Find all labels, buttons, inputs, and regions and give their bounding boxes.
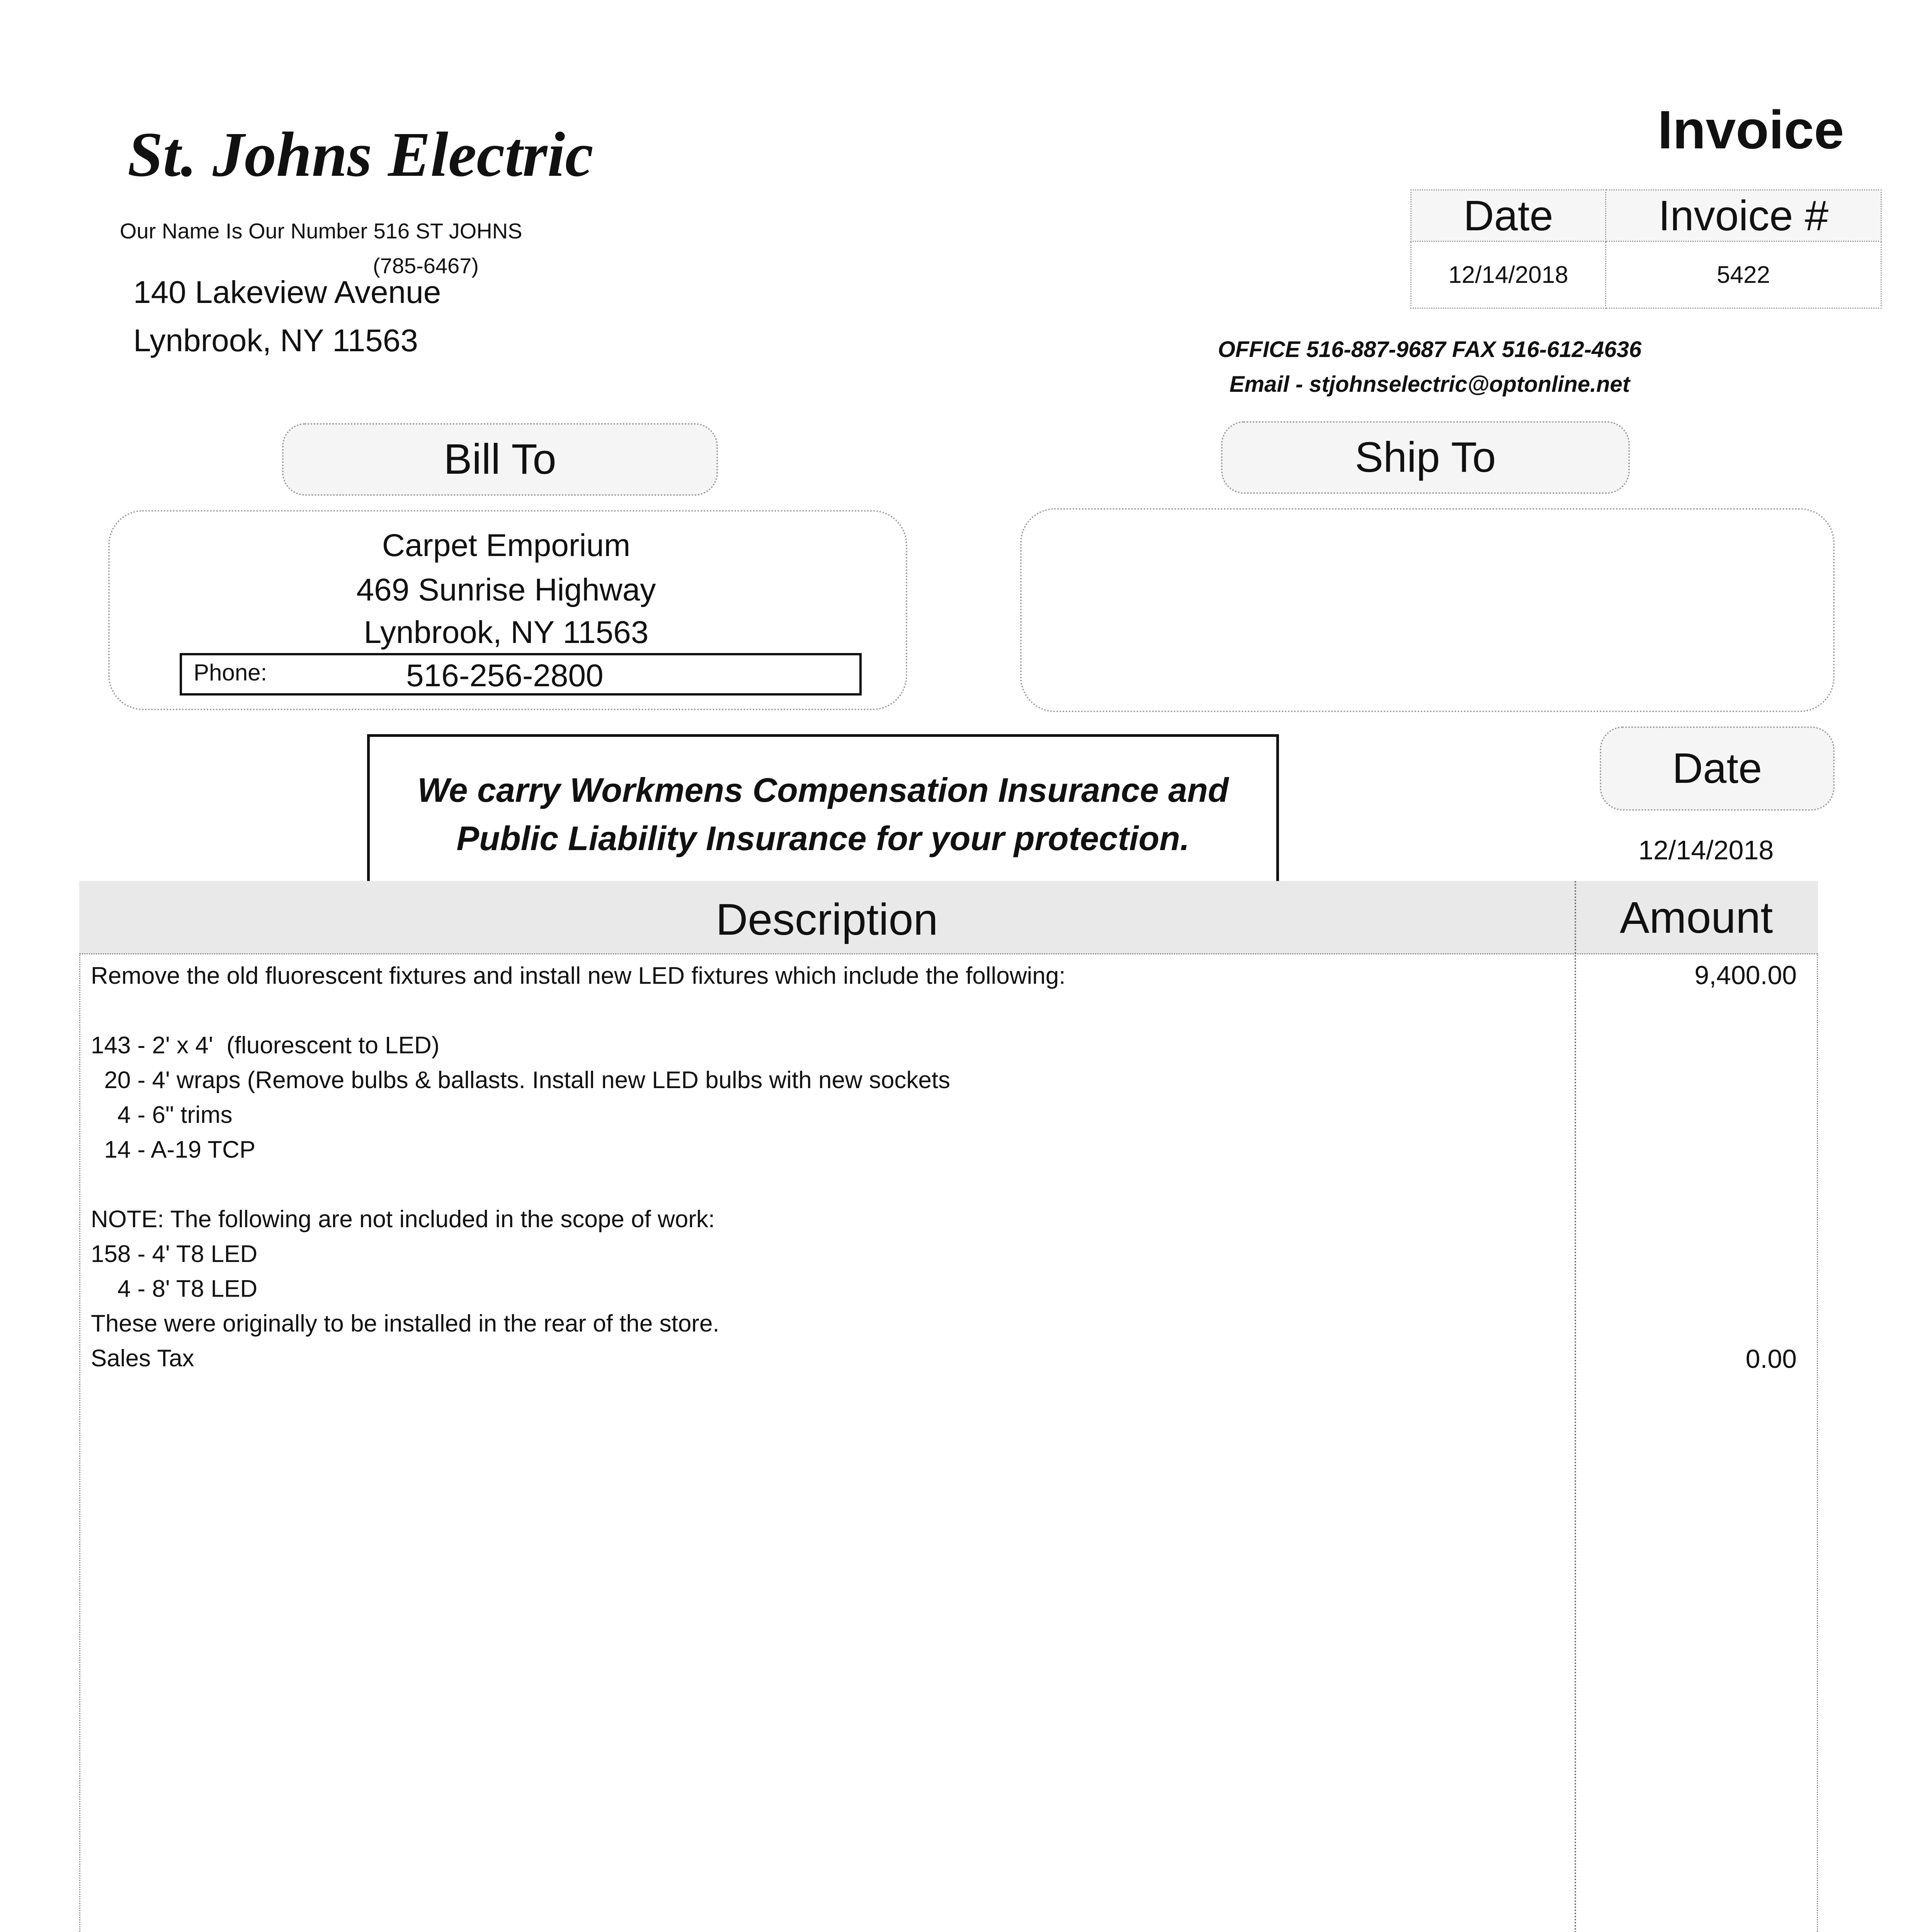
line-item: 14 - A-19 TCP bbox=[91, 1136, 256, 1163]
office-phone-fax: OFFICE 516-887-9687 FAX 516-612-4636 bbox=[1218, 337, 1642, 362]
column-divider bbox=[1575, 881, 1576, 1932]
amount-header: Amount bbox=[1619, 893, 1773, 942]
insurance-notice bbox=[367, 734, 1279, 881]
insurance-line-2: Public Liability Insurance for your protection. bbox=[456, 819, 1190, 857]
date-value: 12/14/2018 bbox=[1638, 835, 1774, 865]
amount-sales-tax: 0.00 bbox=[1745, 1344, 1797, 1374]
date-label: Date bbox=[1600, 726, 1835, 811]
document-title: Invoice bbox=[1658, 99, 1844, 160]
line-item: These were originally to be installed in the rear of the store. bbox=[91, 1310, 719, 1337]
line-item: 20 - 4' wraps (Remove bulbs & ballasts. Install new LED bulbs with new sockets bbox=[91, 1067, 951, 1094]
office-contact bbox=[1167, 332, 1692, 402]
line-item: 4 - 6" trims bbox=[91, 1102, 233, 1128]
bill-to-city: Lynbrook, NY 11563 bbox=[364, 615, 649, 650]
company-name: St. Johns Electric bbox=[128, 119, 594, 190]
line-item: NOTE: The following are not included in the scope of work: bbox=[91, 1206, 715, 1233]
meta-date-value: 12/14/2018 bbox=[1411, 242, 1606, 308]
line-item: 4 - 8' T8 LED bbox=[91, 1276, 258, 1302]
office-email: Email - stjohnselectric@optonline.net bbox=[1229, 372, 1630, 397]
invoice-meta-table bbox=[1410, 189, 1882, 309]
company-tagline: Our Name Is Our Number 516 ST JOHNS bbox=[120, 219, 522, 243]
bill-to-name: Carpet Emporium bbox=[382, 528, 631, 563]
company-address-city: Lynbrook, NY 11563 bbox=[133, 323, 418, 358]
line-item: 158 - 4' T8 LED bbox=[91, 1241, 258, 1267]
meta-invoice-value: 5422 bbox=[1605, 242, 1881, 308]
company-address-street: 140 Lakeview Avenue bbox=[133, 275, 441, 310]
phone-value: 516-256-2800 bbox=[406, 658, 604, 693]
description-header: Description bbox=[716, 895, 938, 944]
bill-to-street: 469 Sunrise Highway bbox=[356, 572, 656, 607]
meta-invoice-header: Invoice # bbox=[1605, 190, 1881, 242]
line-item: Sales Tax bbox=[91, 1345, 194, 1372]
line-item: 143 - 2' x 4' (fluorescent to LED) bbox=[91, 1032, 440, 1059]
phone-label: Phone: bbox=[194, 660, 267, 685]
bill-to-phone-box bbox=[180, 653, 862, 696]
ship-to-box bbox=[1020, 508, 1835, 712]
ship-to-label: Ship To bbox=[1221, 421, 1630, 494]
bill-to-label: Bill To bbox=[282, 423, 718, 496]
amount-main: 9,400.00 bbox=[1694, 961, 1797, 990]
company-phone-words: (785-6467) bbox=[373, 253, 479, 278]
line-item: Remove the old fluorescent fixtures and install new LED fixtures which include the following: bbox=[91, 963, 1066, 989]
meta-date-header: Date bbox=[1411, 190, 1606, 242]
insurance-line-1: We carry Workmens Compensation Insurance and bbox=[417, 771, 1229, 809]
